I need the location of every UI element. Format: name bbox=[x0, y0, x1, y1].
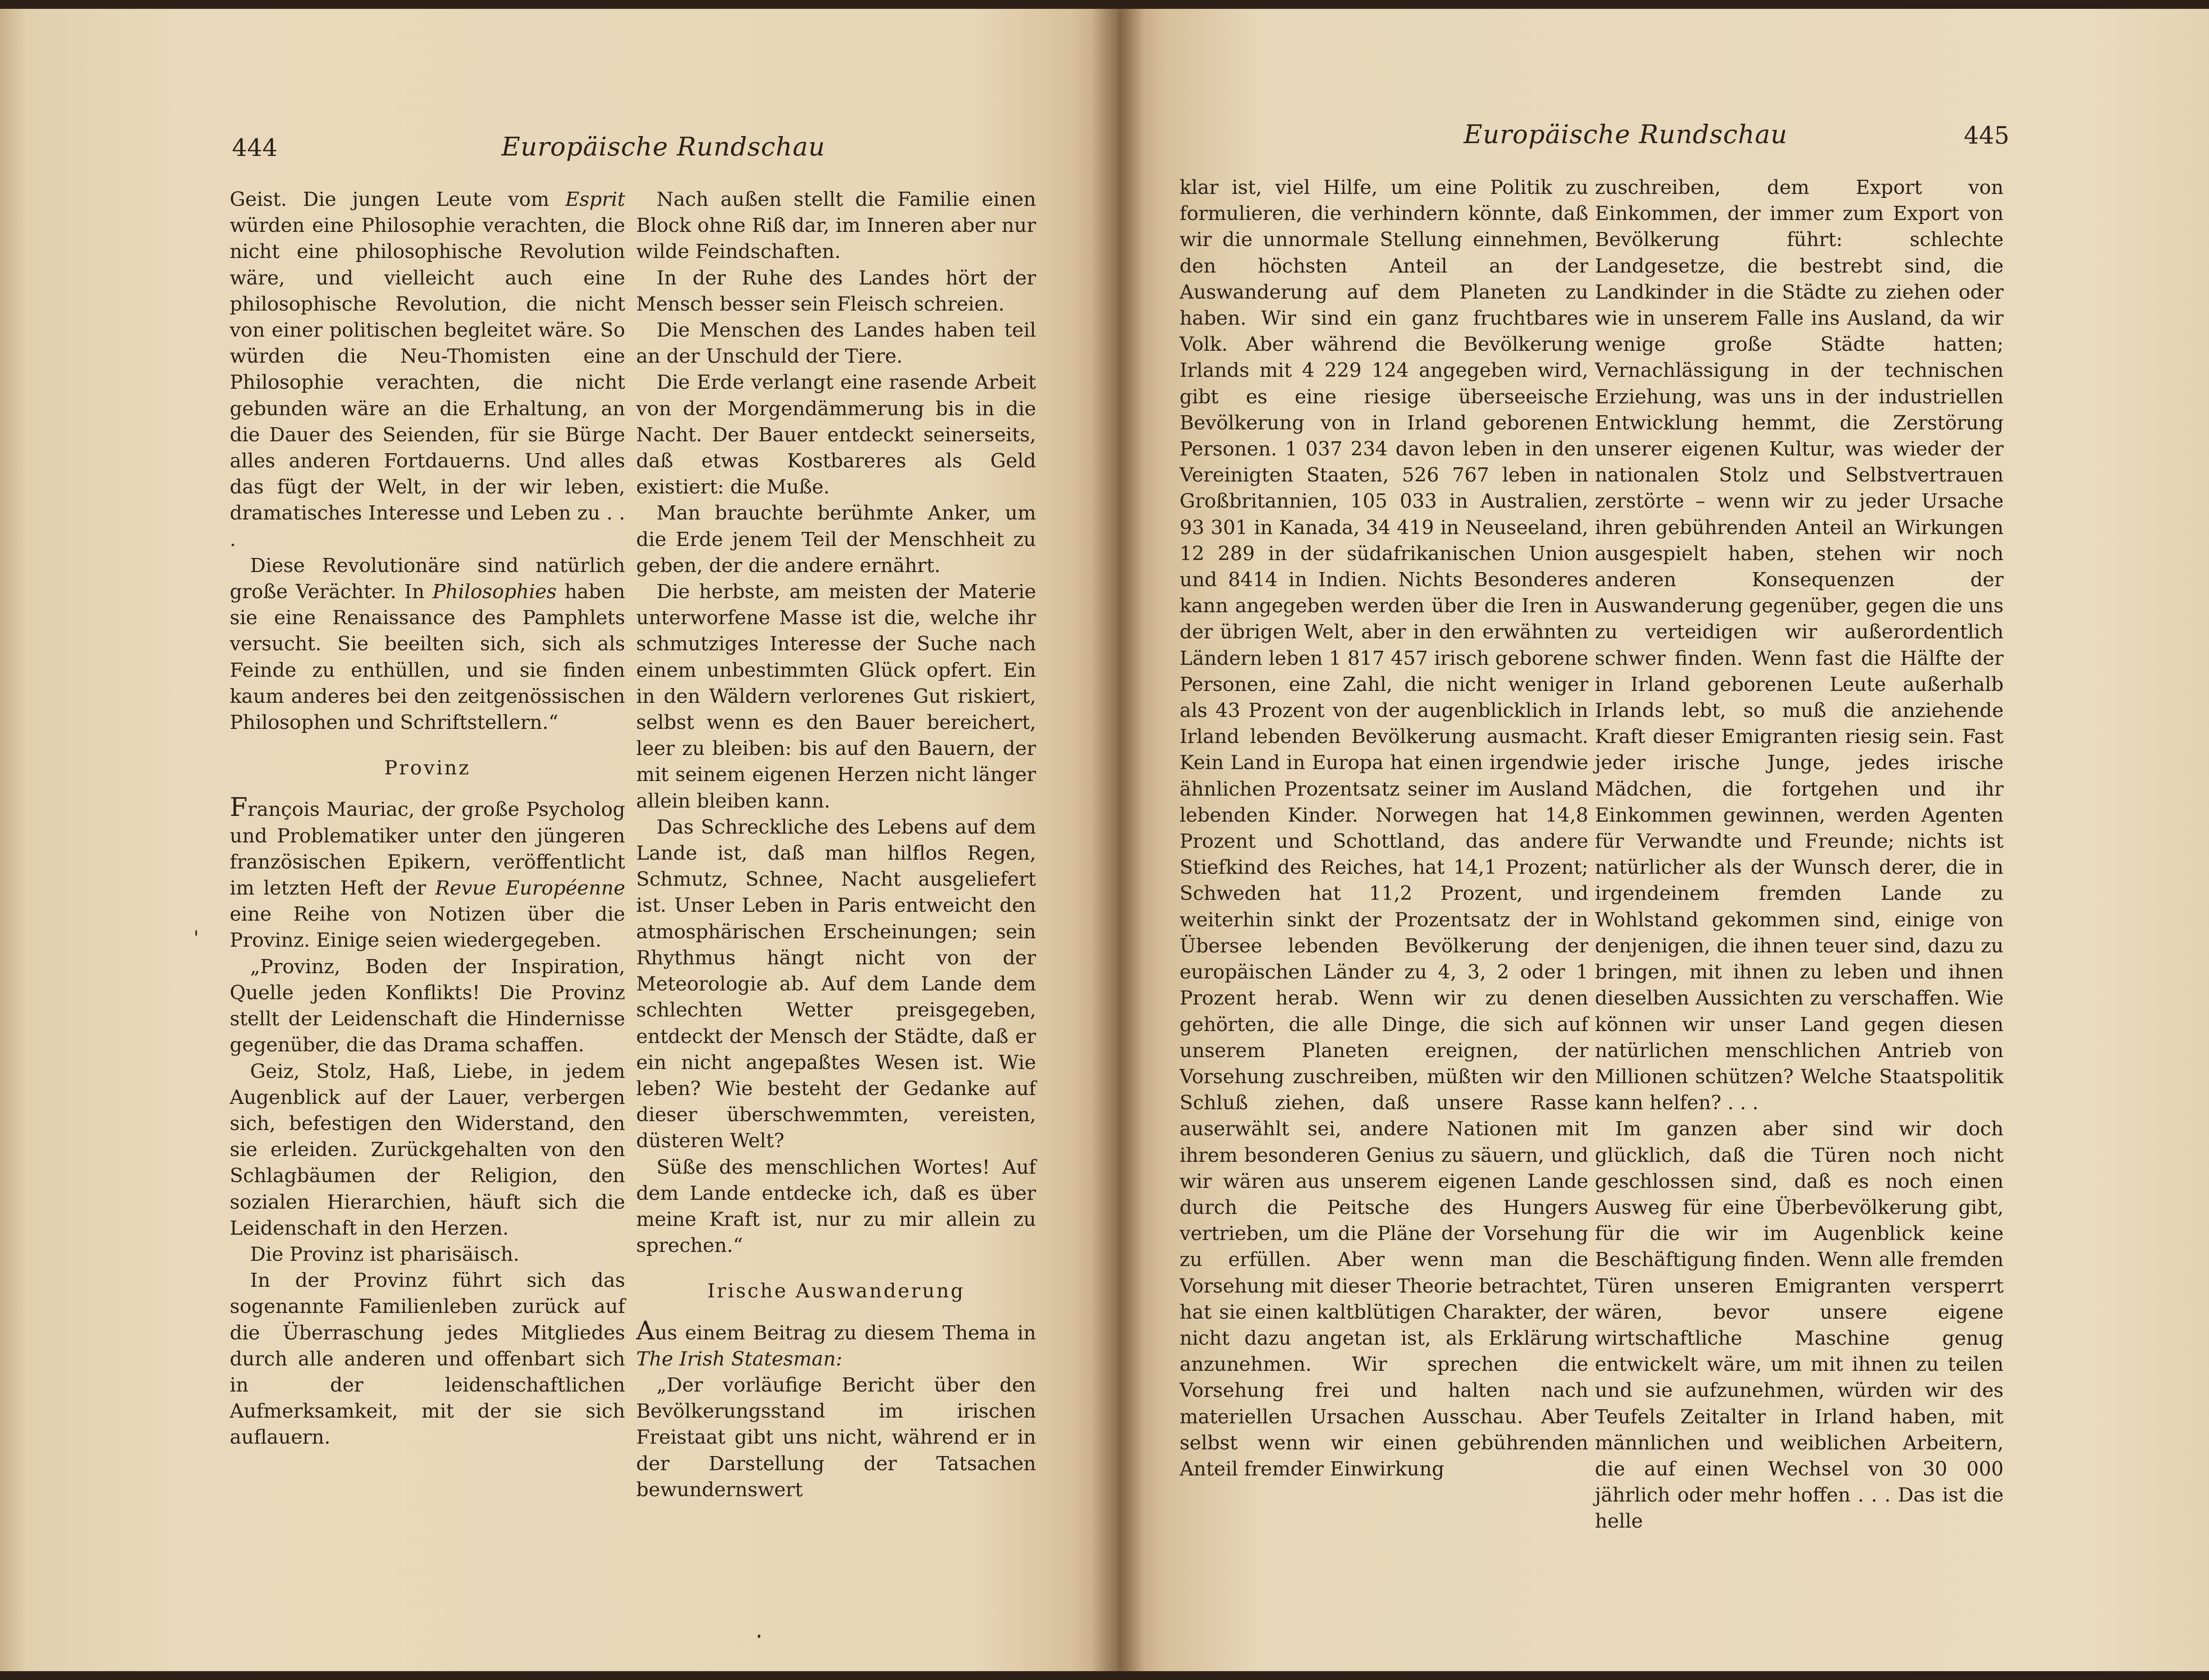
right-column-1 bbox=[1180, 174, 1588, 1482]
paragraph: Die herbste, am meisten der Materie unterworfene Masse ist die, welche ihr schmutziges Interesse der Suche nach einem unbestimmten Glück opfert. Ein in den Wäldern verlorenes Gut riskiert, selbst wenn es den Bauer bereichert, leer zu bleiben: bis auf den Bauern, der mit seinem eigenen Herzen nicht länger allein bleiben kann. bbox=[636, 580, 1036, 812]
paragraph: Das Schreckliche des Lebens auf dem Lande ist, daß man hilflos Regen, Schmutz, Schnee, Nacht ausgeliefert ist. Unser Leben in Paris entweicht den atmosphärischen Erscheinungen; sein Rhythmus hängt nicht von der Meteorologie ab. Auf dem Lande dem schlechten Wetter preisgegeben, entdeckt der Mensch der Städte, daß er ein nicht angepaßtes Wesen ist. Wie leben? Wie besteht der Gedanke auf dieser überschwemmten, vereisten, düsteren Welt? bbox=[636, 815, 1036, 1153]
paragraph: Nach außen stellt die Familie einen Block ohne Riß dar, im Inneren aber nur wilde Feindschaften. bbox=[636, 188, 1036, 263]
paragraph: Süße des menschlichen Wortes! Auf dem Lande entdecke ich, daß es über meine Kraft ist, nur zu mir allein zu sprechen.“ bbox=[636, 1156, 1036, 1257]
left-page bbox=[0, 9, 1118, 1671]
ink-spot bbox=[758, 1634, 760, 1638]
paragraph: Aus einem Beitrag zu diesem Thema in The Irish Statesman: bbox=[636, 1315, 1036, 1370]
section-heading: Irische Auswanderung bbox=[707, 1280, 965, 1303]
paragraph: Geiz, Stolz, Haß, Liebe, in jedem Augenblick auf der Lauer, verbergen sich, befestigen den Widerstand, den sie erleiden. Zurückgehalten von den Schlagbäumen der Religion, den sozialen Hierarchien, häuft sich die Leidenschaft in den Herzen. bbox=[230, 1060, 625, 1240]
ink-spot bbox=[195, 930, 197, 936]
page-number: 445 bbox=[1964, 121, 2010, 149]
paragraph: Geist. Die jungen Leute vom Esprit würden eine Philosophie verachten, die nicht eine philosophische Revolution wäre, und vielleicht auch eine philosophische Revolution, die nicht von einer politischen begleitet wäre. So würden die Neu-Thomisten eine Philosophie verachten, die nicht gebunden wäre an die Erhaltung, an die Dauer des Seienden, für sie Bürge alles anderen Fortdauerns. Und alles das fügt der Welt, in der wir leben, dramatisches Interesse und Leben zu . . . bbox=[230, 188, 625, 551]
paragraph: Die Erde verlangt eine rasende Arbeit von der Morgendämmerung bis in die Nacht. Der Bauer entdeckt seinerseits, daß etwas Kostbareres als Geld existiert: die Muße. bbox=[636, 371, 1036, 499]
paragraph: Die Menschen des Landes haben teil an der Unschuld der Tiere. bbox=[636, 319, 1036, 368]
paragraph: Im ganzen aber sind wir doch glücklich, daß die Türen noch nicht geschlossen sind, daß es noch einen Ausweg für eine Überbevölkerung gibt, für die wir im Augenblick keine Beschäftigung finden. Wenn alle fremden Türen unseren Emigranten versperrt wären, bevor unsere eigene wirtschaftliche Maschine genug entwickelt wäre, um mit ihnen zu teilen und sie aufzunehmen, würden wir des Teufels Zeitalter in Irland haben, mit männlichen und weiblichen Arbeitern, die auf einen Wechsel von 30 000 jährlich oder mehr hoffen . . . Das ist die helle bbox=[1595, 1118, 2004, 1533]
left-column-1 bbox=[230, 186, 625, 1451]
paragraph: „Provinz, Boden der Inspiration, Quelle jeden Konflikts! Die Provinz stellt der Leidenschaft die Hindernisse gegenüber, die das Drama schaffen. bbox=[230, 955, 625, 1057]
paragraph: „Der vorläufige Bericht über den Bevölkerungsstand im irischen Freistaat gibt uns nicht, während er in der Darstellung der Tatsachen bewundernswert bbox=[636, 1373, 1036, 1501]
paragraph: zuschreiben, dem Export von Einkommen, der immer zum Export von Bevölkerung führt: schlechte Landgesetze, die bestrebt sind, die Landkinder in die Städte zu ziehen oder wie in unserem Falle ins Ausland, da wir wenige große Städte hatten; Vernachlässigung in der technischen Erziehung, was uns in der industriellen Entwicklung hemmt, die Zerstörung unserer eigenen Kultur, was wieder der nationalen Stolz und Selbstvertrauen zerstörte – wenn wir zu jeder Ursache ihren gebührenden Anteil an Wirkungen ausgespielt haben, stehen wir noch anderen Konsequenzen der Auswanderung gegenüber, gegen die uns zu verteidigen wir außerordentlich schwer finden. Wenn fast die Hälfte der in Irland geborenen Leute außerhalb Irlands lebt, so muß die anziehende Kraft dieser Emigranten riesig sein. Fast jeder irische Junge, jedes irische Mädchen, die fortgehen und ihr Einkommen gewinnen, werden Agenten für Verwandte und Freunde; nichts ist natürlicher als der Wunsch derer, die in irgendeinem fremden Lande zu Wohlstand gekommen sind, einige von denjenigen, die ihnen teuer sind, dazu zu bringen, mit ihnen zu leben und ihnen dieselben Aussichten zu verschaffen. Wie können wir unser Land gegen diesen natürlichen menschlichen Antrieb von Millionen schützen? Welche Staatspolitik kann helfen? . . . bbox=[1595, 176, 2004, 1115]
left-column-2 bbox=[636, 186, 1036, 1503]
paragraph: klar ist, viel Hilfe, um eine Politik zu formulieren, die verhindern könnte, daß wir die unnormale Stellung einnehmen, den höchsten Anteil an der Auswanderung auf dem Planeten zu haben. Wir sind ein ganz fruchtbares Volk. Aber während die Bevölkerung Irlands mit 4 229 124 angegeben wird, gibt es eine riesige überseeische Bevölkerung von in Irland geborenen Personen. 1 037 234 davon leben in den Vereinigten Staaten, 526 767 leben in Großbritannien, 105 033 in Australien, 93 301 in Kanada, 34 419 in Neuseeland, 12 289 in der südafrikanischen Union und 8414 in Indien. Nichts Besonderes kann angegeben werden über die Iren in der übrigen Welt, aber in den erwähnten Ländern leben 1 817 457 irisch geborene Personen, eine Zahl, die nicht weniger als 43 Prozent von der augenblicklich in Irland lebenden Bevölkerung ausmacht. Kein Land in Europa hat einen irgendwie ähnlichen Prozentsatz seiner im Ausland lebenden Kinder. Norwegen hat 14,8 Prozent und Schottland, das andere Stiefkind des Reiches, hat 14,1 Prozent; Schweden hat 11,2 Prozent, und weiterhin sinkt der Prozentsatz der in Übersee lebenden Bevölkerung der europäischen Länder zu 4, 3, 2 oder 1 Prozent herab. Wenn wir zu denen gehörten, die alle Dinge, die sich auf unserem Planeten ereignen, der Vorsehung zuschreiben, müßten wir den Schluß ziehen, daß unsere Rasse auserwählt sei, andere Nationen mit ihrem besonderen Genius zu säuern, und wir wären aus unserem eigenen Lande durch die Peitsche des Hungers vertrieben, um die Pläne der Vorsehung zu erfüllen. Aber wenn man die Vorsehung mit dieser Theorie betrachtet, hat sie einen kaltblütigen Charakter, der nicht dazu angetan ist, als Erklärung anzunehmen. Wir sprechen die Vorsehung frei und halten nach materiellen Ursachen Ausschau. Aber selbst wenn wir einen gebührenden Anteil fremder Einwirkung bbox=[1180, 176, 1588, 1480]
paragraph: Diese Revolutionäre sind natürlich große Verächter. In Philosophies haben sie eine Renaissance des Pamphlets versucht. Sie beeilten sich, sich als Feinde zu enthüllen, und sie finden kaum anderes bei den zeitgenössischen Philosophen und Schriftstellern.“ bbox=[230, 554, 625, 734]
drop-cap: F bbox=[230, 792, 248, 823]
paragraph: In der Ruhe des Landes hört der Mensch besser sein Fleisch schreien. bbox=[636, 266, 1036, 315]
right-page bbox=[1118, 9, 2209, 1671]
section-heading: Provinz bbox=[384, 757, 471, 780]
drop-cap: A bbox=[636, 1315, 655, 1346]
paragraph: In der Provinz führt sich das sogenannte Familienleben zurück auf die Überraschung jedes Mitgliedes durch alle anderen und offenbart sich in der leidenschaftlichen Aufmerksamkeit, mit der sie sich auflauern. bbox=[230, 1269, 625, 1449]
paragraph: François Mauriac, der große Psycholog und Problematiker unter den jüngeren französischen Epikern, veröffentlicht im letzten Heft der Revue Européenne eine Reihe von Notizen über die Provinz. Einige seien wiedergegeben. bbox=[230, 792, 625, 952]
running-head: Europäische Rundschau bbox=[1464, 119, 1788, 149]
running-head: Europäische Rundschau bbox=[501, 132, 826, 162]
right-column-2 bbox=[1595, 174, 2004, 1535]
book-gutter bbox=[1091, 9, 1144, 1671]
paragraph: Man brauchte berühmte Anker, um die Erde jenem Teil der Menschheit zu geben, der die andere ernährt. bbox=[636, 502, 1036, 577]
page-number: 444 bbox=[232, 134, 278, 162]
paragraph: Die Provinz ist pharisäisch. bbox=[250, 1243, 520, 1266]
